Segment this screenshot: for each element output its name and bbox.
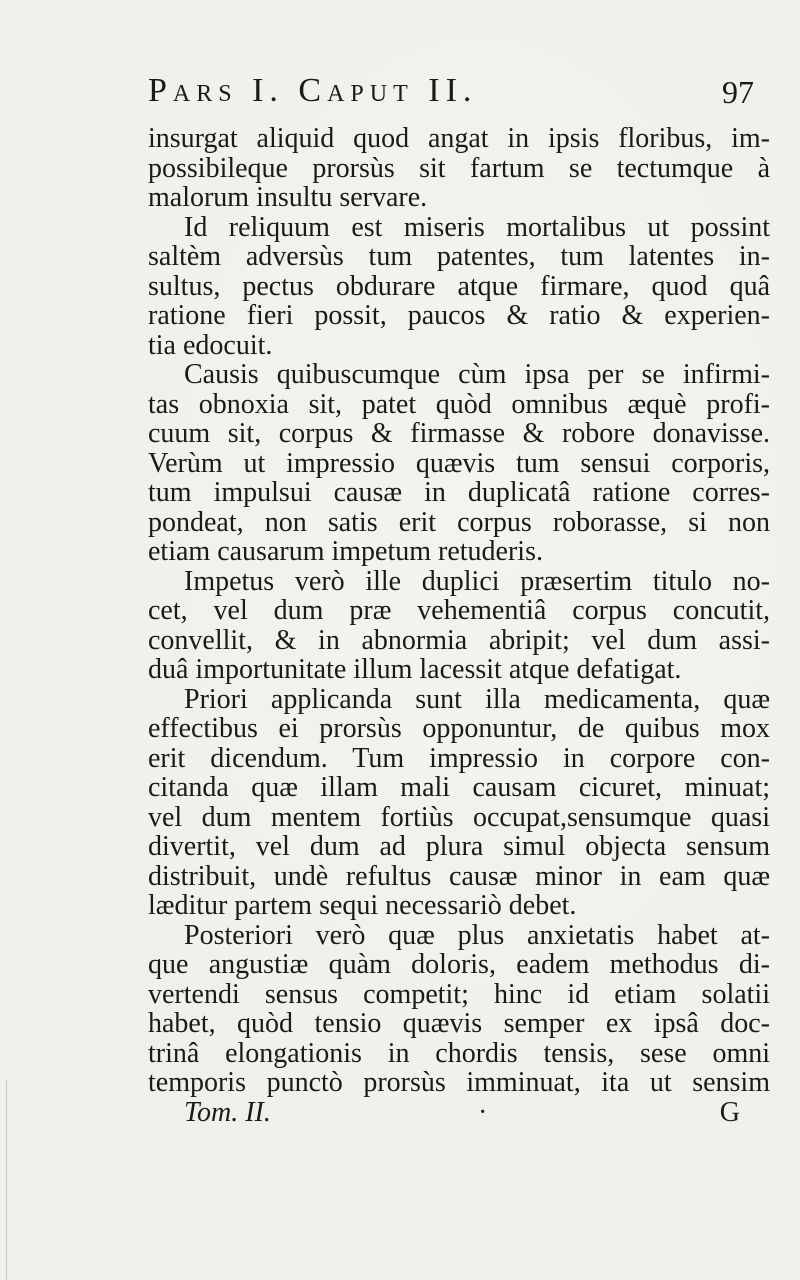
text-line: vertendi sensus competit; hinc id etiam solatii bbox=[148, 979, 770, 1009]
body-text bbox=[148, 124, 770, 1128]
text-line: insurgat aliquid quod angat in ipsis floribus, im- bbox=[148, 124, 770, 154]
text-line: sultus, pectus obdurare atque firmare, quod quâ bbox=[148, 271, 770, 301]
text-line: habet, quòd tensio quævis semper ex ipsâ doc- bbox=[148, 1009, 770, 1039]
text-line: tum impulsui causæ in duplicatâ ratione corres- bbox=[148, 478, 770, 508]
text-line: Impetus verò ille duplici præsertim titulo no- bbox=[184, 566, 770, 596]
text-line: Verùm ut impressio quævis tum sensui corporis, bbox=[148, 448, 770, 478]
text-line: etiam causarum impetum retuderis. bbox=[148, 537, 543, 567]
text-line: vel dum mentem fortiùs occupat,sensumque quasi bbox=[148, 802, 770, 832]
text-line: cet, vel dum præ vehementiâ corpus concutit, bbox=[148, 596, 770, 626]
signature-dot: · bbox=[478, 1096, 488, 1128]
text-line: pondeat, non satis erit corpus roborasse, si non bbox=[148, 507, 770, 537]
page-footer bbox=[148, 1098, 770, 1128]
text-line: divertit, vel dum ad plura simul objecta sensum bbox=[148, 832, 770, 862]
text-line: effectibus ei prorsùs opponuntur, de quibus mox bbox=[148, 714, 770, 744]
text-line: Id reliquum est miseris mortalibus ut possint bbox=[184, 212, 770, 242]
text-line: convellit, & in abnormia abripit; vel dum assi- bbox=[148, 625, 770, 655]
text-line: erit dicendum. Tum impressio in corpore con- bbox=[148, 743, 770, 773]
text-line: possibileque prorsùs sit fartum se tectumque à bbox=[148, 153, 770, 183]
page-header bbox=[148, 72, 768, 122]
text-line: citanda quæ illam mali causam cicuret, minuat; bbox=[148, 773, 770, 803]
running-title: Pars I. Caput II. bbox=[148, 72, 478, 109]
text-line: Causis quibuscumque cùm ipsa per se infirmi- bbox=[184, 360, 770, 390]
text-line: que angustiæ quàm doloris, eadem methodus di- bbox=[148, 950, 770, 980]
text-line: tia edocuit. bbox=[148, 330, 273, 360]
text-line: distribuit, undè refultus causæ minor in eam quæ bbox=[148, 861, 770, 891]
text-line: tas obnoxia sit, patet quòd omnibus æquè profi- bbox=[148, 389, 770, 419]
signature-mark: G bbox=[719, 1096, 740, 1128]
text-line: temporis punctò prorsùs imminuat, ita ut sensim bbox=[148, 1068, 770, 1098]
page-number: 97 bbox=[722, 74, 754, 110]
text-line: Posteriori verò quæ plus anxietatis habet at- bbox=[184, 920, 770, 950]
text-line: læditur partem sequi necessariò debet. bbox=[148, 891, 577, 921]
text-line: Priori applicanda sunt illa medicamenta, quæ bbox=[184, 684, 770, 714]
page-edge-line bbox=[6, 1080, 7, 1280]
text-line: trinâ elongationis in chordis tensis, sese omni bbox=[148, 1038, 770, 1068]
volume-indicator: Tom. II. bbox=[184, 1096, 271, 1128]
text-line: saltèm adversùs tum patentes, tum latentes in- bbox=[148, 242, 770, 272]
text-line: ratione fieri possit, paucos & ratio & experien- bbox=[148, 301, 770, 331]
text-line: cuum sit, corpus & firmasse & robore donavisse. bbox=[148, 419, 770, 449]
text-line: duâ importunitate illum lacessit atque defatigat. bbox=[148, 655, 682, 685]
text-line: malorum insultu servare. bbox=[148, 183, 428, 213]
